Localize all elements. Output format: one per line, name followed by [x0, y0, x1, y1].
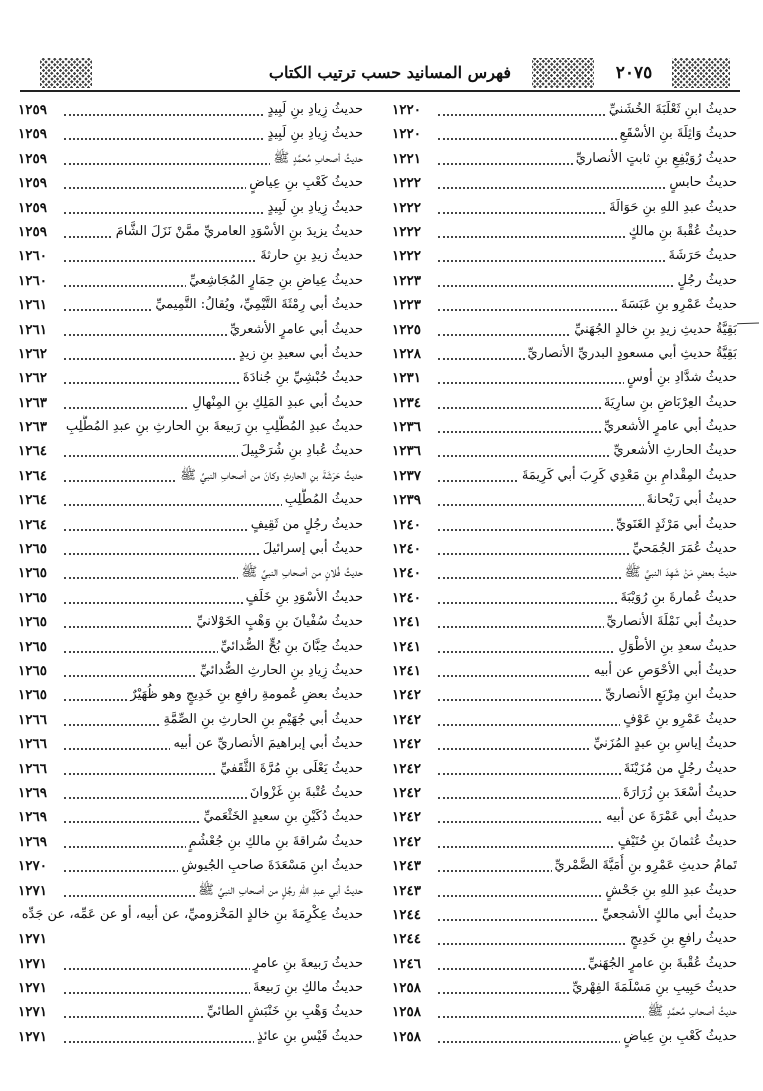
- entry-page-number: ١٢٣٧: [392, 464, 424, 488]
- index-entry: [18, 635, 363, 659]
- index-entry: [392, 269, 737, 293]
- index-entry: [18, 879, 363, 903]
- entry-page-number: ١٢٦٥: [18, 635, 50, 659]
- entry-title: حديثُ زِيادِ بنِ لَبِيدٍ: [265, 102, 363, 117]
- entry-page-number: ١٢٧١: [18, 952, 50, 976]
- header-ornament-middle: [532, 58, 594, 88]
- index-entry: [392, 927, 737, 951]
- index-entry: [392, 220, 737, 244]
- entry-title: حديثُ أبي رَيْحانةَ: [644, 492, 737, 507]
- index-entry: [18, 122, 363, 146]
- entry-page-number: ١٢٣٤: [392, 391, 424, 415]
- entry-title: حديثُ سُراقةَ بنِ مالكِ بنِ جُعْشُمٍ: [186, 834, 363, 849]
- entry-page-number: ١٢٧١: [18, 879, 50, 903]
- entry-title: حديثُ عبدِ اللهِ بنِ جَحْشٍ: [602, 883, 737, 898]
- index-entry: [392, 318, 737, 342]
- entry-page-number: ١٢٦٥: [18, 537, 50, 561]
- entry-title: حديثُ ابنِ ثَعْلَبَةَ الخُشَنيِّ: [606, 102, 737, 117]
- entry-title: حديثُ أبي مالكٍ الأشجعيِّ: [599, 907, 737, 922]
- entry-title: حديثُ أبي جُهَيْمِ بنِ الحارثِ بنِ الصِّمَّةِ: [160, 712, 363, 727]
- index-entry: [392, 196, 737, 220]
- entry-title: حديثُ عُمارةَ بنِ رُوَيْبَةَ: [617, 590, 737, 605]
- index-entry: [18, 391, 363, 415]
- index-entry: [18, 659, 363, 683]
- index-entry: [18, 586, 363, 610]
- entry-page-number: ١٢٤٤: [392, 903, 424, 927]
- entry-title: حديثُ حِبَّانَ بنِ بُحٍّ الصُّدائيِّ: [218, 639, 364, 654]
- entry-page-number: ١٢٢١: [392, 147, 424, 171]
- entry-title: حديثُ بعضِ عُمومةِ رافعِ بنِ خَدِيجٍ وهو ظُهَيْرٌ: [127, 687, 363, 702]
- index-entry: [392, 854, 737, 878]
- entry-title: تَمامُ حديثِ عَمْرِو بنِ أُمَيَّةَ الضَّمْريِّ: [552, 858, 737, 873]
- index-entry: [392, 879, 737, 903]
- entry-title: حديثُ عُقْبةَ بنِ عامرٍ الجُهَنيِّ: [585, 956, 737, 971]
- index-entry: [18, 220, 363, 244]
- entry-page-number: ١٢٦٤: [18, 439, 50, 463]
- entry-title: حديثُ أصحابِ مُحمَّدٍ ﷺ: [270, 151, 363, 166]
- index-entry: [18, 318, 363, 342]
- entry-title: حديثُ حُبْشِيِّ بنِ جُنادَةَ: [240, 370, 363, 385]
- entry-page-number: ١٢٤٣: [392, 879, 424, 903]
- entry-page-number: ١٢٦٤: [18, 488, 50, 512]
- index-entry: [18, 952, 363, 976]
- index-entry: [18, 439, 363, 463]
- index-entry: [18, 244, 363, 268]
- entry-title: حديثُ عَمْرِو بنِ عَبَسَةَ: [618, 297, 737, 312]
- index-entry: [18, 708, 363, 732]
- entry-page-number: ١٢٦٢: [18, 366, 50, 390]
- entry-page-number: ١٢٤٠: [392, 561, 424, 585]
- index-entry: [392, 293, 737, 317]
- entry-title: حديثُ الأسْوَدِ بنِ خَلَفٍ: [243, 590, 363, 605]
- entry-page-number: ١٢٤٦: [392, 952, 424, 976]
- index-entry: [392, 122, 737, 146]
- index-entry: [392, 439, 737, 463]
- entry-title: حديثُ أبي سعيدِ بنِ زيدٍ: [236, 346, 363, 361]
- entry-page-number: ١٢٤٢: [392, 805, 424, 829]
- index-entry: [18, 1000, 363, 1024]
- entry-page-number: ١٢٥٩: [18, 147, 50, 171]
- entry-page-number: ١٢٢٠: [392, 122, 424, 146]
- index-entry: [392, 1025, 737, 1049]
- page-title: فهرس المسانيد حسب ترتيب الكتاب: [268, 63, 512, 82]
- entry-page-number: ١٢٦٩: [18, 805, 50, 829]
- page-number: ٢٠٧٥: [615, 63, 653, 83]
- entry-title: حديثُ رجُلٍ من مُزَيْنَةَ: [621, 761, 737, 776]
- entry-title: حديثُ دُكَيْنِ بنِ سعيدٍ الخَثْعَميِّ: [200, 809, 363, 824]
- entry-title: حديثُ فُلانٍ من أصحابِ النبيِّ ﷺ: [238, 565, 363, 580]
- index-entry: [18, 732, 363, 756]
- entry-page-number: ١٢٦٦: [18, 708, 50, 732]
- entry-page-number: ١٢٥٨: [392, 1000, 424, 1024]
- entry-title: حديثُ رَبيعةَ بنِ عامرٍ: [250, 956, 363, 971]
- entry-title: حديثُ رُوَيْفِعِ بنِ ثابتٍ الأنصاريِّ: [573, 151, 737, 166]
- index-entry: [392, 757, 737, 781]
- entry-title: حديثُ وَاثِلَةَ بنِ الأسْقَعِ: [617, 126, 737, 141]
- entry-page-number: ١٢٢٣: [392, 293, 424, 317]
- entry-title: حديثُ زيدِ بنِ حارثةَ: [257, 248, 363, 263]
- index-entry: [18, 269, 363, 293]
- entry-title: حديثُ أصحابِ مُحمَّدٍ ﷺ: [644, 1004, 737, 1019]
- entry-page-number: ١٢٥٩: [18, 122, 50, 146]
- entry-page-number: ١٢٢٢: [392, 196, 424, 220]
- index-entry: [18, 171, 363, 195]
- index-entry: [392, 830, 737, 854]
- entry-page-number: ١٢٦٥: [18, 610, 50, 634]
- index-entry: [392, 537, 737, 561]
- entry-title: حديثُ زِيادِ بنِ لَبِيدٍ: [265, 200, 363, 215]
- entry-page-number: ١٢٤٤: [392, 927, 424, 951]
- entry-page-number: ١٢٦٥: [18, 561, 50, 585]
- entry-page-number: ١٢٤٣: [392, 854, 424, 878]
- index-entry: [392, 952, 737, 976]
- entry-title: حديثُ عُمَرَ الجُمَحيِّ: [629, 541, 737, 556]
- entry-page-number: ١٢٤٢: [392, 781, 424, 805]
- index-entry: [18, 147, 363, 171]
- entry-title: حديثُ مالكِ بنِ رَبيعةَ: [250, 980, 363, 995]
- entry-page-number: ١٢٥٩: [18, 220, 50, 244]
- index-entry: [18, 366, 363, 390]
- entry-title: حديثُ العِرْبَاضِ بنِ سارِيَةَ: [601, 395, 737, 410]
- entry-title: حديثُ زِيادِ بنِ لَبِيدٍ: [265, 126, 363, 141]
- entry-page-number: ١٢٧١: [18, 927, 47, 951]
- header-ornament-right: [672, 58, 730, 88]
- entry-title: حديثُ ابنِ مَسْعَدَةَ صاحبِ الجُيوشِ: [178, 858, 363, 873]
- index-entry: [18, 537, 363, 561]
- entry-title: حديثُ أبي الأحْوَصِ عن أبيه: [591, 663, 737, 678]
- entry-title: حديثُ أبي إبراهيمَ الأنصاريِّ عن أبيه: [170, 736, 363, 751]
- entry-title: حديثُ يزيدَ بنِ الأسْوَدِ العامريِّ ممَّنْ نَزَلَ الشَّامَ: [113, 224, 363, 239]
- entry-page-number: ١٢٢٢: [392, 171, 424, 195]
- index-entry: [392, 659, 737, 683]
- entry-page-number: ١٢٣٦: [392, 439, 424, 463]
- entry-page-number: ١٢٥٩: [18, 98, 50, 122]
- entry-title: حديثُ حَرَشَةَ بنِ الحارثِ وكانَ من أصحابِ النبيِّ ﷺ: [177, 468, 363, 483]
- entry-title: حديثُ المُطَّلِبِ: [282, 492, 363, 507]
- entry-page-number: ١٢٢٢: [392, 244, 424, 268]
- index-entry: [18, 854, 363, 878]
- entry-page-number: ١٢٦٢: [18, 342, 50, 366]
- index-entry: [18, 342, 363, 366]
- entry-title: حديثُ حَبِيبِ بنِ مَسْلَمَةَ الفِهْريِّ: [569, 980, 737, 995]
- entry-title: حديثُ عِكْرِمَةَ بنِ خالدٍ المَخْزوميِّ، عن أبيه، أو عن عَمِّه، عن جَدِّه: [21, 906, 363, 922]
- entry-page-number: ١٢٥٩: [18, 171, 50, 195]
- entry-title: حديثُ أبي نَمْلَةَ الأنصاريِّ: [604, 614, 737, 629]
- entry-title: حديثُ عُقْبةَ بنِ مالكٍ: [626, 224, 737, 239]
- index-entry: [18, 781, 363, 805]
- entry-page-number: ١٢٤٠: [392, 586, 424, 610]
- entry-page-number: ١٢٢٢: [392, 220, 424, 244]
- entry-page-number: ١٢٦١: [18, 293, 50, 317]
- index-entry: [392, 171, 737, 195]
- entry-title: حديثُ أبي إسرائيلَ: [260, 541, 363, 556]
- entry-page-number: ١٢٧١: [18, 1000, 50, 1024]
- index-entry: [18, 196, 363, 220]
- entry-title: حديثُ ابنِ مِرْبَعٍ الأنصاريِّ: [602, 687, 737, 702]
- entry-page-number: ١٢٦١: [18, 318, 50, 342]
- index-entry: [392, 586, 737, 610]
- index-entry: [392, 561, 737, 585]
- index-entry: [18, 805, 363, 829]
- index-entry: [18, 293, 363, 317]
- entry-title: حديثُ إياسِ بنِ عبدٍ المُزَنيِّ: [590, 736, 737, 751]
- index-entry: [392, 391, 737, 415]
- index-entry: [392, 976, 737, 1000]
- index-entry: [392, 513, 737, 537]
- index-entry: [392, 610, 737, 634]
- entry-title: حديثُ رافعِ بنِ خَدِيجٍ: [627, 931, 737, 946]
- entry-title: حديثُ شدَّادِ بنِ أوسٍ: [624, 370, 737, 385]
- entry-title: حديثُ عَمْرِو بنِ عَوْفٍ: [620, 712, 737, 727]
- entry-page-number: ١٢٣٩: [392, 488, 424, 512]
- index-entry: [392, 98, 737, 122]
- entry-page-number: ١٢٦٣: [18, 391, 50, 415]
- entry-page-number: ١٢٦٤: [18, 464, 50, 488]
- index-entry: [18, 830, 363, 854]
- index-entry: [18, 683, 363, 707]
- entry-title: حديثُ سُفْيانَ بنِ وَهْبٍ الخَوْلانيِّ: [193, 614, 363, 629]
- index-entry: [392, 805, 737, 829]
- entry-page-number: ١٢٤٢: [392, 683, 424, 707]
- entry-title: حديثُ سعدِ بنِ الأطْوَلِ: [615, 639, 737, 654]
- entry-page-number: ١٢٤١: [392, 635, 424, 659]
- index-entry: [18, 513, 363, 537]
- index-entry: [392, 781, 737, 805]
- index-entry: [392, 244, 737, 268]
- entry-page-number: ١٢٦٠: [18, 269, 50, 293]
- index-entry: [18, 98, 363, 122]
- entry-page-number: ١٢٥٩: [18, 196, 50, 220]
- entry-title: حديثُ أسْعَدَ بنِ زُرَارَةَ: [620, 785, 737, 800]
- entry-title: حديثُ أبي مَرْثَدٍ الغَنَويِّ: [613, 517, 737, 532]
- entry-title: حديثُ حابسٍ: [666, 175, 737, 190]
- entry-page-number: ١٢٤٢: [392, 732, 424, 756]
- header-rule: [20, 90, 740, 92]
- entry-page-number: ١٢٢٣: [392, 269, 424, 293]
- index-entry: [392, 464, 737, 488]
- entry-page-number: ١٢٦٥: [18, 683, 50, 707]
- index-entry: [392, 415, 737, 439]
- entry-title: حديثُ كَعْبِ بنِ عِياضٍ: [620, 1029, 737, 1044]
- entry-page-number: ١٢٤٢: [392, 830, 424, 854]
- index-entry: [392, 683, 737, 707]
- entry-title: حديثُ بعضِ مَنْ شَهِدَ النبيَّ ﷺ: [622, 565, 737, 580]
- index-column-left: [18, 98, 363, 1049]
- entry-page-number: ١٢٢٥: [392, 318, 424, 342]
- entry-title: حديثُ أبي عبدِ المَلِكِ بنِ المِنْهالِ: [189, 395, 363, 410]
- entry-title: حديثُ المِقْدامِ بنِ مَعْدِي كَرِبَ أبي كَرِيمَةَ: [519, 468, 737, 483]
- entry-page-number: ١٢٧٠: [18, 854, 50, 878]
- index-entry: [392, 147, 737, 171]
- index-entry: [392, 366, 737, 390]
- entry-title: حديثُ عُتْبةَ بنِ غَزْوانَ: [247, 785, 363, 800]
- entry-page-number: ١٢٢٠: [392, 98, 424, 122]
- entry-page-number: ١٢٧١: [18, 976, 50, 1000]
- entry-page-number: ١٢٢٨: [392, 342, 424, 366]
- entry-title: حديثُ رجُلٍ من ثَقِيفٍ: [248, 517, 363, 532]
- entry-page-number: ١٢٦٥: [18, 586, 50, 610]
- entry-page-number: ١٢٤٠: [392, 537, 424, 561]
- page-header: [40, 58, 730, 88]
- entry-page-number: ١٢٧١: [18, 1025, 50, 1049]
- entry-page-number: ١٢٥٨: [392, 976, 424, 1000]
- entry-title: حديثُ عبدِ اللهِ بنِ حَوَالَةَ: [606, 200, 737, 215]
- entry-page-number: ١٢٦٣: [18, 415, 50, 439]
- entry-title: حديثُ عبدِ المُطَّلِبِ بنِ رَبيعةَ بنِ الحارثِ بنِ عبدِ المُطَّلِبِ: [63, 419, 363, 434]
- index-entry: [392, 1000, 737, 1024]
- index-entry: [392, 708, 737, 732]
- entry-page-number: ١٢٤٠: [392, 513, 424, 537]
- entry-title: حديثُ وَهْبِ بنِ خَنْبَشٍ الطائيِّ: [204, 1004, 363, 1019]
- index-entry: [18, 757, 363, 781]
- entry-page-number: ١٢٥٨: [392, 1025, 424, 1049]
- index-entry: [18, 1025, 363, 1049]
- entry-page-number: ١٢٦٩: [18, 830, 50, 854]
- entry-title: حديثُ يَعْلَى بنِ مُرَّةَ الثَّقَفيِّ: [217, 761, 363, 776]
- index-entry: [392, 635, 737, 659]
- entry-title: حديثُ أبي عَمْرَةَ عن أبيه: [603, 809, 737, 824]
- entry-title: حديثُ رجُلٍ: [674, 273, 737, 288]
- entry-title: حديثُ أبي عامرٍ الأشعريِّ: [227, 322, 363, 337]
- index-entry: [18, 488, 363, 512]
- entry-title: بَقِيَّةُ حديثِ زيدِ بنِ خالدٍ الجُهَنيِّ: [571, 322, 737, 337]
- index-entry: [392, 732, 737, 756]
- entry-page-number: ١٢٦٠: [18, 244, 50, 268]
- entry-title: حديثُ أبي رِمْثَةَ التَّيْمِيِّ، ويُقالُ: التَّمِيميِّ: [152, 297, 363, 312]
- entry-page-number: ١٢٣١: [392, 366, 424, 390]
- entry-page-number: ١٢٦٤: [18, 513, 50, 537]
- entry-title: حديثُ كَعْبِ بنِ عِياضٍ: [246, 175, 363, 190]
- entry-page-number: ١٢٤١: [392, 610, 424, 634]
- entry-title: حديثُ حَرَشَةَ: [666, 248, 737, 263]
- entry-page-number: ١٢٦٩: [18, 781, 50, 805]
- header-ornament-left: [40, 58, 92, 88]
- entry-title: حديثُ عِياضِ بنِ حِمَارٍ المُجَاشِعيِّ: [186, 273, 363, 288]
- entry-title: حديثُ عُثمانَ بنِ حُنَيْفٍ: [615, 834, 737, 849]
- index-column-right: [392, 98, 737, 1049]
- entry-page-number: ١٢٣٦: [392, 415, 424, 439]
- entry-title: حديثُ الحارثِ الأشعريِّ: [611, 443, 738, 458]
- index-entry: [18, 976, 363, 1000]
- entry-title: حديثُ أبي عبدِ اللهِ رجُلٍ من أصحابِ النبيِّ ﷺ: [195, 883, 363, 898]
- index-entry: [18, 415, 363, 439]
- index-entry: [392, 488, 737, 512]
- entry-page-number: ١٢٤٢: [392, 757, 424, 781]
- entry-title: حديثُ أبي عامرٍ الأشعريِّ: [601, 419, 737, 434]
- entry-page-number: ١٢٤٢: [392, 708, 424, 732]
- entry-page-number: ١٢٤١: [392, 659, 424, 683]
- entry-page-number: ١٢٦٦: [18, 757, 50, 781]
- entry-page-number: ١٢٦٥: [18, 659, 50, 683]
- index-entry: [18, 561, 363, 585]
- index-entry: [18, 610, 363, 634]
- entry-title: حديثُ عُبادِ بنِ شُرَحْبِيلَ: [238, 443, 363, 458]
- index-entry: [18, 903, 363, 952]
- index-entry: [18, 464, 363, 488]
- entry-page-number: ١٢٦٦: [18, 732, 50, 756]
- entry-title: بَقِيَّةُ حديثِ أبي مسعودٍ البدريِّ الأنصاريِّ: [525, 346, 738, 361]
- entry-title: حديثُ قَيْسِ بنِ عائذٍ: [254, 1029, 363, 1044]
- entry-title: حديثُ زِيادِ بنِ الحارثِ الصُّدائيِّ: [197, 663, 363, 678]
- index-entry: [392, 342, 737, 366]
- index-entry: [392, 903, 737, 927]
